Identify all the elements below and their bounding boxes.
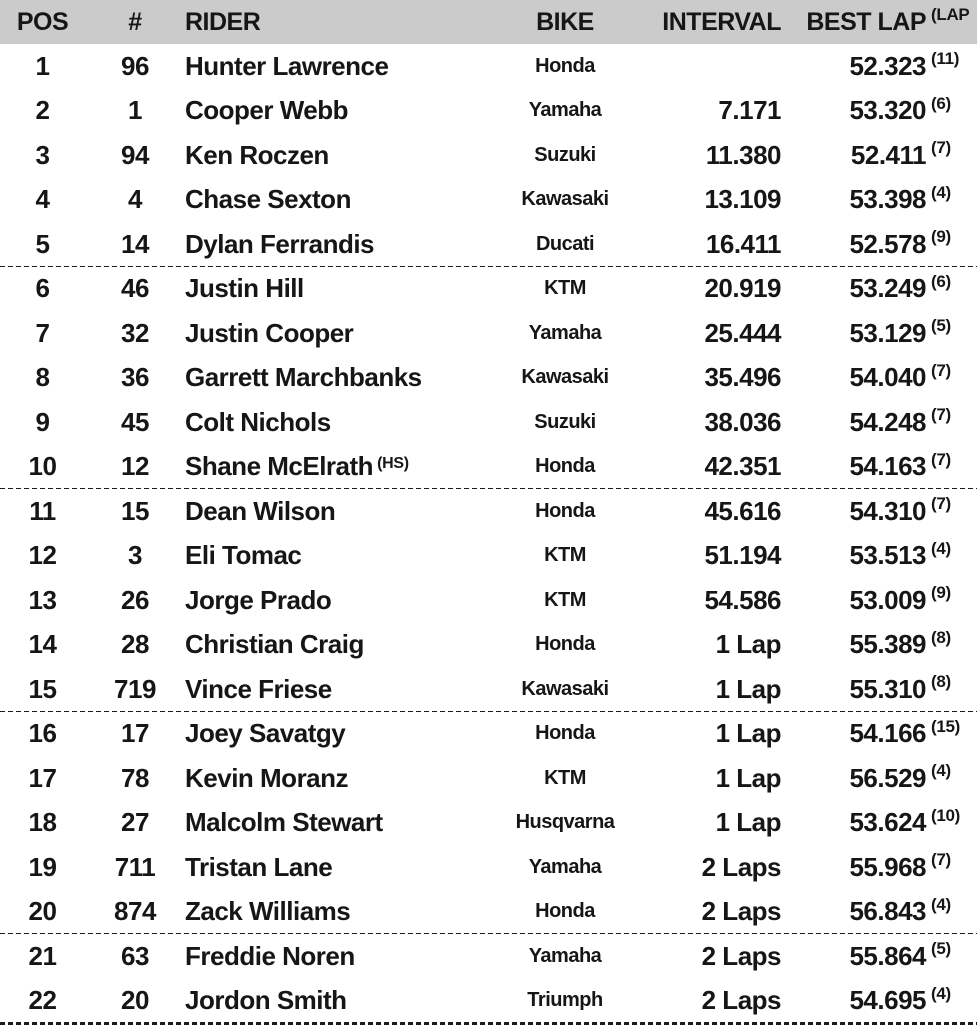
position-value: 17 — [28, 762, 57, 793]
rider-number: 14 — [121, 228, 149, 259]
best-lap-cell — [785, 718, 973, 749]
interval-value: 42.351 — [704, 451, 781, 482]
bike-brand: KTM — [544, 277, 586, 300]
best-lap-cell — [785, 362, 973, 393]
position-value: 12 — [28, 540, 57, 571]
rider-name-cell — [185, 674, 480, 705]
interval-value: 45.616 — [704, 495, 781, 526]
rider-name-cell — [185, 318, 480, 349]
position-value: 14 — [28, 629, 57, 660]
position-value: 18 — [28, 807, 57, 838]
position-value: 10 — [28, 451, 57, 482]
interval-value: 16.411 — [705, 228, 781, 259]
rider-name: Kevin Moranz — [185, 762, 349, 793]
bike-brand: Ducati — [535, 232, 595, 255]
best-lap-cell — [785, 985, 973, 1016]
rider-number: 46 — [121, 273, 149, 304]
bike-brand: Kawasaki — [521, 366, 609, 389]
best-lap-lap-number: (9) — [931, 227, 951, 247]
rider-name-cell — [185, 95, 480, 126]
best-lap-time: 54.040 — [849, 362, 926, 393]
interval-value: 51.194 — [704, 540, 781, 571]
position-value: 5 — [35, 228, 50, 259]
best-lap-cell — [785, 585, 973, 616]
interval-value: 20.919 — [704, 273, 781, 304]
rider-name: Christian Craig — [185, 629, 364, 660]
best-lap-lap-number: (4) — [931, 182, 951, 202]
interval-value: 2 Laps — [701, 985, 781, 1016]
rider-name: Garrett Marchbanks — [185, 362, 422, 393]
rider-number: 17 — [121, 718, 149, 749]
best-lap-lap-number: (7) — [931, 850, 951, 870]
result-row — [0, 712, 977, 757]
rider-name-cell — [185, 585, 480, 616]
best-lap-cell — [785, 807, 973, 838]
rider-name-cell — [185, 807, 480, 838]
rider-name-cell — [185, 362, 480, 393]
bike-brand: Yamaha — [528, 99, 602, 122]
best-lap-lap-number: (4) — [931, 983, 951, 1003]
interval-value: 54.586 — [704, 584, 781, 615]
rider-name: Jorge Prado — [185, 584, 332, 615]
result-row — [0, 400, 977, 445]
result-row — [0, 578, 977, 623]
best-lap-time: 53.624 — [849, 807, 926, 838]
rider-number: 20 — [121, 985, 149, 1016]
best-lap-time: 53.320 — [849, 95, 926, 126]
header-best-lap-label: BEST LAP — [806, 7, 926, 36]
rider-name: Dylan Ferrandis — [185, 228, 375, 259]
result-row — [0, 756, 977, 801]
bike-brand: Kawasaki — [521, 677, 609, 700]
bike-brand: Yamaha — [528, 321, 602, 344]
best-lap-cell — [785, 184, 973, 215]
bike-brand: Honda — [535, 722, 595, 745]
best-lap-time: 53.513 — [849, 540, 926, 571]
position-value: 8 — [35, 362, 50, 393]
rider-name: Vince Friese — [185, 673, 332, 704]
best-lap-cell — [785, 674, 973, 705]
rider-name-cell — [185, 540, 480, 571]
rider-number: 78 — [121, 762, 149, 793]
rider-name-cell — [185, 184, 480, 215]
position-value: 2 — [35, 95, 50, 126]
rider-number: 4 — [128, 184, 142, 215]
best-lap-lap-number: (7) — [931, 138, 951, 158]
best-lap-lap-number: (6) — [931, 93, 951, 113]
position-value: 16 — [28, 718, 57, 749]
best-lap-cell — [785, 407, 973, 438]
bike-brand: Honda — [535, 499, 595, 522]
rider-name: Zack Williams — [185, 896, 351, 927]
rider-number: 27 — [121, 807, 149, 838]
rider-name: Hunter Lawrence — [185, 50, 389, 81]
bike-brand: Suzuki — [534, 143, 596, 166]
best-lap-time: 52.323 — [849, 50, 926, 81]
bike-brand: Yamaha — [528, 855, 602, 878]
rider-number: 94 — [121, 139, 149, 170]
rider-name: Colt Nichols — [185, 406, 331, 437]
best-lap-lap-number: (5) — [931, 316, 951, 336]
bike-brand: Honda — [535, 455, 595, 478]
best-lap-time: 56.529 — [849, 762, 926, 793]
header-rider: RIDER — [185, 7, 261, 36]
interval-value: 1 Lap — [715, 762, 781, 793]
rider-name: Jordon Smith — [185, 985, 347, 1016]
result-row — [0, 267, 977, 312]
bike-brand: Suzuki — [534, 410, 596, 433]
best-lap-cell — [785, 629, 973, 660]
rider-number: 12 — [121, 451, 149, 482]
position-value: 19 — [28, 851, 57, 882]
result-row — [0, 667, 977, 712]
best-lap-lap-number: (10) — [931, 805, 961, 825]
best-lap-lap-number: (11) — [931, 49, 960, 69]
result-row — [0, 534, 977, 579]
result-row — [0, 979, 977, 1024]
rider-name-cell — [185, 941, 480, 972]
bike-brand: KTM — [544, 544, 586, 567]
result-row — [0, 890, 977, 935]
rider-number: 3 — [128, 540, 142, 571]
rider-name: Cooper Webb — [185, 95, 349, 126]
rider-number: 719 — [114, 673, 156, 704]
best-lap-time: 53.129 — [849, 317, 926, 348]
header-interval: INTERVAL — [662, 7, 781, 36]
best-lap-cell — [785, 229, 973, 260]
header-best-lap-sup: (LAP — [931, 5, 970, 24]
interval-value: 1 Lap — [715, 718, 781, 749]
rider-name: Chase Sexton — [185, 184, 351, 215]
result-row — [0, 44, 977, 89]
best-lap-cell — [785, 852, 973, 883]
best-lap-cell — [785, 95, 973, 126]
result-row — [0, 89, 977, 134]
best-lap-time: 52.578 — [849, 228, 926, 259]
header-number: # — [128, 7, 142, 36]
header-pos: POS — [16, 7, 69, 36]
best-lap-cell — [785, 451, 973, 482]
rider-name-cell — [185, 407, 480, 438]
rider-name-cell — [185, 629, 480, 660]
result-row — [0, 445, 977, 490]
bike-brand: KTM — [544, 766, 586, 789]
best-lap-time: 56.843 — [849, 896, 926, 927]
position-value: 3 — [35, 139, 50, 170]
result-row — [0, 489, 977, 534]
position-value: 7 — [35, 317, 50, 348]
rider-name-cell — [185, 763, 480, 794]
rider-number: 32 — [121, 317, 149, 348]
rider-name-cell — [185, 273, 480, 304]
position-value: 4 — [35, 184, 50, 215]
best-lap-cell — [785, 318, 973, 349]
rider-name: Justin Cooper — [185, 317, 354, 348]
position-value: 20 — [28, 896, 57, 927]
bike-brand: Husqvarna — [515, 811, 615, 834]
rider-number: 45 — [121, 406, 149, 437]
result-row — [0, 845, 977, 890]
best-lap-lap-number: (9) — [931, 583, 951, 603]
result-row — [0, 133, 977, 178]
rider-number: 63 — [121, 940, 149, 971]
best-lap-time: 54.248 — [849, 406, 926, 437]
rider-number: 96 — [121, 50, 149, 81]
best-lap-lap-number: (7) — [931, 405, 951, 425]
best-lap-lap-number: (6) — [931, 271, 951, 291]
best-lap-lap-number: (8) — [931, 627, 951, 647]
interval-value: 25.444 — [704, 317, 781, 348]
bike-brand: Honda — [535, 633, 595, 656]
interval-value: 1 Lap — [715, 807, 781, 838]
header-best-lap — [785, 5, 973, 37]
best-lap-lap-number: (8) — [931, 672, 951, 692]
result-row — [0, 356, 977, 401]
interval-value: 13.109 — [704, 184, 781, 215]
position-value: 15 — [28, 673, 57, 704]
best-lap-time: 53.398 — [849, 184, 926, 215]
best-lap-time: 54.166 — [849, 718, 926, 749]
interval-value: 11.380 — [705, 139, 781, 170]
best-lap-lap-number: (4) — [931, 894, 951, 914]
result-row — [0, 623, 977, 668]
rider-name-cell — [185, 718, 480, 749]
position-value: 22 — [28, 985, 57, 1016]
rider-name: Shane McElrath — [185, 451, 374, 482]
best-lap-time: 55.864 — [849, 940, 926, 971]
best-lap-cell — [785, 51, 973, 82]
rider-number: 36 — [121, 362, 149, 393]
result-row — [0, 311, 977, 356]
interval-value: 7.171 — [718, 95, 781, 126]
rider-name-sup: (HS) — [377, 455, 409, 473]
rider-name-cell — [185, 852, 480, 883]
best-lap-time: 52.411 — [850, 139, 926, 170]
best-lap-lap-number: (5) — [931, 939, 951, 959]
bike-brand: Triumph — [527, 989, 603, 1012]
position-value: 11 — [29, 495, 56, 526]
bike-brand: KTM — [544, 588, 586, 611]
best-lap-lap-number: (7) — [931, 449, 951, 469]
rider-name-cell — [185, 229, 480, 260]
rider-name: Dean Wilson — [185, 495, 336, 526]
best-lap-time: 55.968 — [849, 851, 926, 882]
rider-name: Justin Hill — [185, 273, 304, 304]
position-value: 21 — [28, 940, 57, 971]
best-lap-time: 53.249 — [849, 273, 926, 304]
interval-value: 2 Laps — [701, 896, 781, 927]
best-lap-lap-number: (7) — [931, 360, 951, 380]
bike-brand: Yamaha — [528, 944, 602, 967]
interval-value: 1 Lap — [715, 673, 781, 704]
best-lap-cell — [785, 540, 973, 571]
results-rows — [0, 44, 977, 1023]
rider-name: Ken Roczen — [185, 139, 329, 170]
best-lap-time: 53.009 — [849, 584, 926, 615]
rider-name: Malcolm Stewart — [185, 807, 383, 838]
best-lap-cell — [785, 941, 973, 972]
rider-number: 1 — [128, 95, 142, 126]
results-header-row — [0, 0, 977, 44]
best-lap-time: 54.310 — [849, 495, 926, 526]
best-lap-cell — [785, 140, 973, 171]
rider-name-cell — [185, 140, 480, 171]
interval-value: 2 Laps — [701, 851, 781, 882]
position-value: 9 — [35, 406, 50, 437]
best-lap-cell — [785, 763, 973, 794]
rider-number: 28 — [121, 629, 149, 660]
rider-name-cell — [185, 985, 480, 1016]
best-lap-time: 54.695 — [849, 985, 926, 1016]
result-row — [0, 801, 977, 846]
interval-value: 35.496 — [704, 362, 781, 393]
interval-value: 38.036 — [704, 406, 781, 437]
best-lap-lap-number: (7) — [931, 494, 951, 514]
rider-name-cell — [185, 51, 480, 82]
best-lap-time: 54.163 — [849, 451, 926, 482]
best-lap-lap-number: (4) — [931, 761, 951, 781]
result-row — [0, 178, 977, 223]
rider-name-cell — [185, 451, 480, 482]
best-lap-cell — [785, 273, 973, 304]
rider-number: 26 — [121, 584, 149, 615]
rider-number: 15 — [121, 495, 149, 526]
best-lap-time: 55.389 — [849, 629, 926, 660]
position-value: 1 — [35, 50, 50, 81]
interval-value: 1 Lap — [715, 629, 781, 660]
best-lap-lap-number: (4) — [931, 538, 951, 558]
position-value: 6 — [35, 273, 50, 304]
bike-brand: Kawasaki — [521, 188, 609, 211]
rider-number: 874 — [114, 896, 156, 927]
bike-brand: Honda — [535, 54, 595, 77]
rider-number: 711 — [114, 851, 156, 882]
header-bike: BIKE — [536, 7, 594, 36]
position-value: 13 — [28, 584, 57, 615]
best-lap-cell — [785, 896, 973, 927]
rider-name: Tristan Lane — [185, 851, 333, 882]
best-lap-cell — [785, 496, 973, 527]
rider-name: Eli Tomac — [185, 540, 302, 571]
best-lap-time: 55.310 — [849, 673, 926, 704]
interval-value: 2 Laps — [701, 940, 781, 971]
best-lap-lap-number: (15) — [931, 716, 961, 736]
result-row — [0, 934, 977, 979]
rider-name: Joey Savatgy — [185, 718, 346, 749]
rider-name-cell — [185, 496, 480, 527]
rider-name: Freddie Noren — [185, 940, 355, 971]
bike-brand: Honda — [535, 900, 595, 923]
rider-name-cell — [185, 896, 480, 927]
result-row — [0, 222, 977, 267]
